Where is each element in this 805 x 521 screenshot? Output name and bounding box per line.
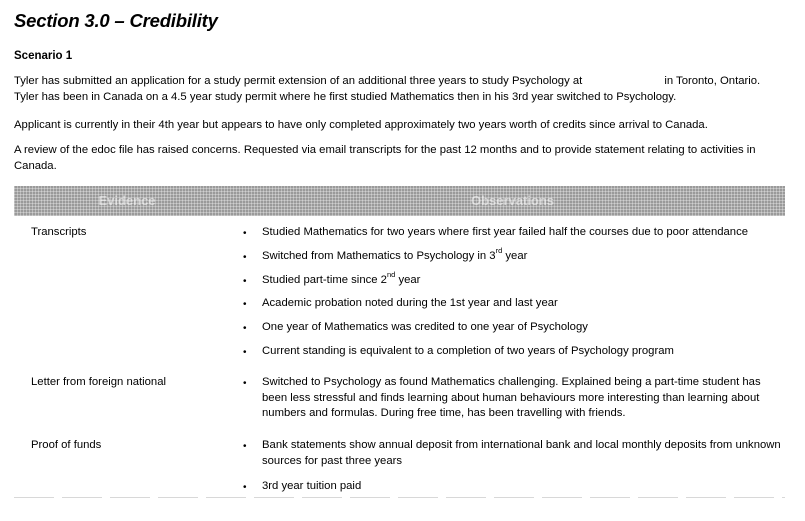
observation-item: Studied part-time since 2nd year <box>262 270 421 286</box>
bullet-icon: • <box>243 378 247 389</box>
observation-item: One year of Mathematics was credited to one year of Psychology <box>262 321 588 333</box>
observation-item: Bank statements show annual deposit from international bank and local monthly deposits from unknown sources for past three years <box>262 439 781 467</box>
bullet-icon: • <box>243 441 247 452</box>
bullet-icon: • <box>243 482 247 493</box>
observation-item: Studied Mathematics for two years where first year failed half the courses due to poor attendance <box>262 226 749 238</box>
bullet-icon: • <box>243 347 247 358</box>
observation-item: Academic probation noted during the 1st year and last year <box>262 297 558 309</box>
bullet-icon: • <box>243 299 247 310</box>
header-evidence: Evidence <box>98 193 156 208</box>
observation-item: 3rd year tuition paid <box>262 480 362 492</box>
section-title: Section 3.0 – Credibility <box>14 10 218 31</box>
bullet-icon: • <box>243 252 247 263</box>
table-bottom-divider <box>14 497 785 498</box>
scenario-paragraph-1 <box>14 74 784 105</box>
evidence-letter: Letter from foreign national <box>31 376 167 388</box>
table-header <box>14 186 785 216</box>
observation-item: Current standing is equivalent to a completion of two years of Psychology program <box>262 345 674 357</box>
scenario-paragraph-3: A review of the edoc file has raised concerns. Requested via email transcripts for the past 12 months and to provide statement relating to activities in Canada. <box>14 144 756 172</box>
paragraph-1-end: in Toronto, Ontario. Tyler has been in Canada on a 4.5 year study permit where he first studied Mathematics then in his 3rd year switched to Psychology. <box>14 75 761 103</box>
scenario-paragraph-2: Applicant is currently in their 4th year but appears to have only completed approximately two years worth of credits since arrival to Canada. <box>14 119 708 131</box>
observation-item: Switched from Mathematics to Psychology in 3rd year <box>262 246 528 262</box>
scenario-heading: Scenario 1 <box>14 50 73 62</box>
bullet-icon: • <box>243 323 247 334</box>
bullet-icon: • <box>243 228 247 239</box>
header-observations: Observations <box>470 193 555 208</box>
evidence-proof-of-funds: Proof of funds <box>31 439 102 451</box>
evidence-transcripts: Transcripts <box>31 226 87 238</box>
observation-item: Switched to Psychology as found Mathematics challenging. Explained being a part-time student has been less stressful and finds learning about human behaviours more interesting than learning about numbers and formulas. During free time, has been travelling with friends. <box>262 376 761 419</box>
paragraph-1-start: Tyler has submitted an application for a study permit extension of an additional three years to study Psychology at <box>14 75 583 87</box>
bullet-icon: • <box>243 276 247 287</box>
